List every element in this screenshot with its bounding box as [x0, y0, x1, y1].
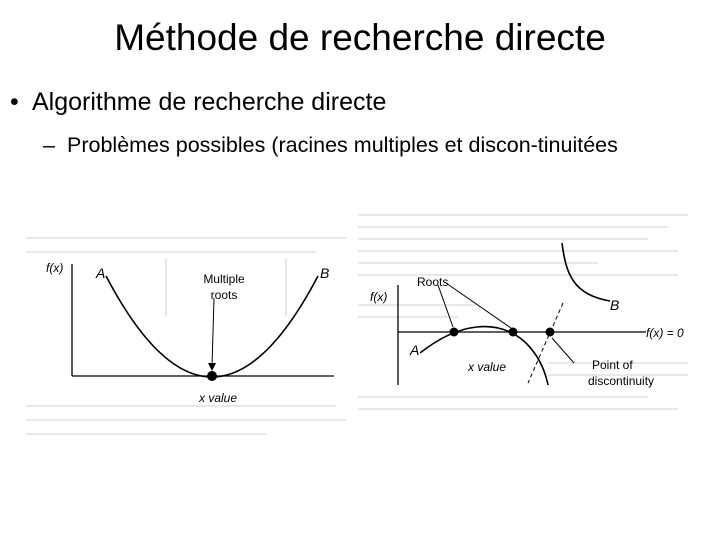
- bullet-dot-icon: •: [10, 88, 19, 116]
- curve-b: [562, 243, 610, 301]
- double-root-point: [207, 371, 217, 381]
- annotation-arrow: [212, 298, 214, 367]
- bullet-level-1: [10, 86, 700, 118]
- curve-label-b: B: [610, 297, 620, 313]
- scan-bleed-lines: [26, 238, 346, 434]
- curve-label-b: B: [320, 265, 330, 281]
- y-axis-label: f(x): [370, 290, 388, 304]
- discontinuity-figure: [348, 205, 698, 420]
- roots-arrow-1: [438, 285, 453, 327]
- annotation-roots: roots: [210, 288, 238, 302]
- discontinuity-point: [546, 328, 555, 337]
- roots-label: Roots: [417, 275, 449, 289]
- bullet-level-2: [43, 131, 683, 160]
- x-value-label: x value: [468, 360, 507, 374]
- slide-title: Méthode de recherche directe: [114, 17, 606, 58]
- bullet-level-1-text: Algorithme de recherche directe: [32, 88, 387, 116]
- root-point-2: [509, 328, 518, 337]
- annotation-arrowhead-icon: [208, 363, 216, 371]
- curve-label-a: A: [96, 265, 106, 281]
- discontinuity-diagram: [348, 205, 698, 420]
- bullet-level-2-text: Problèmes possibles (racines multiples et discon-tinuitées: [67, 133, 618, 157]
- y-axis-label: f(x): [46, 261, 64, 275]
- zero-line-label: f(x) = 0: [646, 326, 684, 340]
- asymptote-dashed: [528, 303, 563, 383]
- curve-a: [420, 327, 548, 385]
- annotation-multiple: Multiple: [203, 272, 245, 286]
- discontinuity-arrow: [552, 338, 574, 363]
- multiple-roots-figure: [16, 226, 362, 444]
- x-axis-label: x value: [198, 391, 238, 405]
- discontinuity-label-line1: Point of: [592, 358, 633, 372]
- curve-label-a: A: [410, 342, 420, 358]
- multiple-roots-diagram: [16, 226, 362, 444]
- discontinuity-label-line2: discontinuity: [588, 374, 655, 388]
- root-point-1: [450, 328, 459, 337]
- bullet-dash-icon: –: [43, 133, 55, 157]
